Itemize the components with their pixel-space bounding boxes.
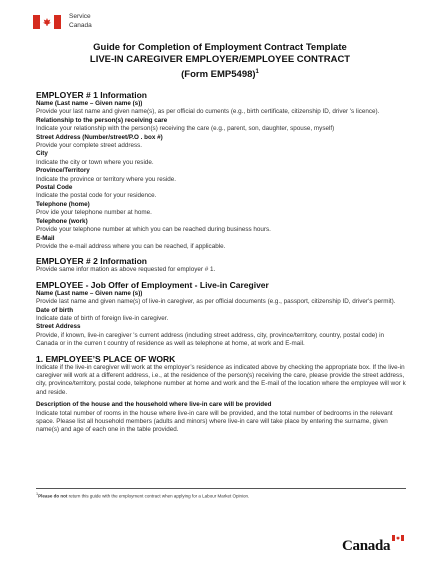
place-of-work-text: Indicate if the live-in caregiver will work at the employer’s residence as indicated above by checking the appropriate box. If the live-in caregiver will work at a different address, i.e., at the residence of the person(s) receiving the care, please provide the street address, city, province/territory, postal code, telephone number at home and work and the E-mail of the location where the employee will wor k and reside.: [36, 363, 406, 396]
employee-field-label: Date of birth: [36, 306, 74, 314]
employer1-fields: [36, 100, 406, 251]
canada-flag-icon: [33, 15, 61, 29]
employer1-field-label: City: [36, 150, 48, 158]
employer1-field-label: Street Address (Number/street/P.O . box #): [36, 133, 163, 141]
section-heading-employer1: EMPLOYER # 1 Information: [36, 90, 147, 100]
section-heading-place-of-work: 1. EMPLOYEE’S PLACE OF WORK: [36, 353, 176, 364]
employer1-field-label: Province/Territory: [36, 167, 90, 175]
employer1-field-instruction: Provide your complete street address.: [36, 142, 143, 150]
employer1-field-label: Telephone (work): [36, 217, 88, 225]
employee-field-instruction: Indicate date of birth of foreign live-in caregiver.: [36, 314, 169, 322]
document-body: [36, 90, 406, 435]
employer1-field-instruction: Provide the e-mail address where you can be reached, if applicable.: [36, 242, 226, 250]
employer1-field-instruction: Provide your last name and given name(s), as per official do cuments (e.g., birth certificate, citizenship ID, driver 's licence).: [36, 108, 380, 116]
title-line-3: (Form EMP5498)$^1$: [181, 69, 259, 81]
employee-field-label: Name (Last name – Given name (s)): [36, 289, 143, 297]
employer1-field-label: Relationship to the person(s) receiving care: [36, 116, 168, 124]
wordmark-flag-icon: [392, 535, 404, 541]
employer1-field-instruction: Indicate the postal code for your residence.: [36, 192, 157, 200]
footnote-mark: 1: [255, 69, 259, 75]
title-line-1: Guide for Completion of Employment Contract Template: [93, 42, 347, 53]
employee-field-label: Street Address: [36, 323, 81, 331]
employer1-field-label: E-Mail: [36, 234, 55, 242]
house-description-label: Description of the house and the household where live-in care will be provided: [36, 401, 272, 409]
employer2-text: Provide same infor mation as above requested for employer # 1.: [36, 266, 216, 274]
department-name: Service Canada: [69, 13, 92, 29]
employee-fields: [36, 290, 406, 349]
footnote: $^1$Please do not return this guide with the employment contract when applying for a Labour Market Opinion.: [36, 488, 406, 500]
employee-field-instruction: Provide, if known, live-in caregiver 's current address (including street address, city, province/territory, country, postal code) in Canada or in the curren t country of residence as well as telephone at home, at work and E-mail.: [36, 331, 385, 348]
employee-field-instruction: Provide last name and given name(s) of live-in caregiver, as per official documents (e.g., passport, citizenship ID, driver's permit).: [36, 298, 396, 306]
employer1-field-instruction: Provide your telephone number at which you can be reached during business hours.: [36, 226, 271, 234]
employer1-field-instruction: Indicate the province or territory where you reside.: [36, 175, 176, 183]
employer1-field-label: Telephone (home): [36, 200, 90, 208]
employer1-field-instruction: Indicate your relationship with the person(s) receiving the care (e.g., parent, son, daughter, spouse, myself): [36, 125, 335, 133]
section-heading-employee: EMPLOYEE - Job Offer of Employment - Live-in Caregiver: [36, 279, 269, 290]
canada-wordmark: Canada: [342, 538, 391, 554]
employer1-field-instruction: Prov ide your telephone number at home.: [36, 209, 152, 217]
house-description-text: Indicate total number of rooms in the house where live-in care will be provided, and the total number of bedrooms in the relevant space. Please list all household members (adults and minors) where live-in care will take place by entering the surname, given name(s) and age of each one in the table provided.: [36, 409, 393, 434]
employer1-field-label: Postal Code: [36, 184, 73, 192]
employer1-field-instruction: Indicate the city or town where you reside.: [36, 158, 154, 166]
government-header: [33, 12, 92, 30]
title-line-2: LIVE-IN CAREGIVER EMPLOYER/EMPLOYEE CONTRACT: [89, 54, 351, 65]
employer1-field-label: Name (Last name – Given name (s)): [36, 100, 143, 107]
section-heading-employer2: EMPLOYER # 2 Information: [36, 256, 147, 267]
document-title: [0, 42, 440, 81]
